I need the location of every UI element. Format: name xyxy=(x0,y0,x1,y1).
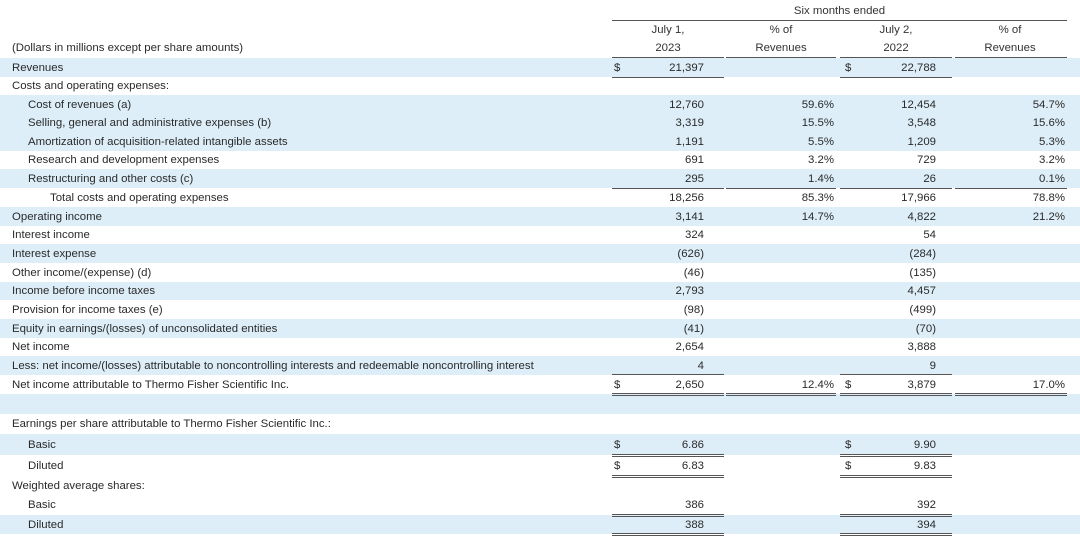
currency-sign-2022: $ xyxy=(845,460,852,472)
eps-diluted-double-rule-2023 xyxy=(612,475,724,478)
pct-revenue-2023: 3.2% xyxy=(808,154,834,166)
table-row xyxy=(0,77,1080,95)
table-row xyxy=(0,151,1080,169)
value-2022: 394 xyxy=(916,519,936,531)
value-2022: 4,822 xyxy=(907,211,936,223)
value-2023: 21,397 xyxy=(669,62,704,74)
net-income-double-rule-2022 xyxy=(840,393,952,396)
eps-basic-double-rule-2022 xyxy=(840,454,952,457)
value-2022: 392 xyxy=(916,499,936,511)
period-title-rule xyxy=(612,20,1067,21)
table-row xyxy=(0,495,1080,515)
value-2023: 388 xyxy=(684,519,704,531)
shares-basic-double-rule-2023 xyxy=(612,514,724,517)
table-row xyxy=(0,207,1080,226)
value-2023: 6.83 xyxy=(681,460,704,472)
value-2023: 12,760 xyxy=(669,99,704,111)
row-label: Interest income xyxy=(12,229,90,241)
row-label: Selling, general and administrative expenses (b) xyxy=(28,117,272,129)
revenues-rule-2022 xyxy=(840,77,952,78)
row-label: Income before income taxes xyxy=(12,285,156,297)
row-label: Basic xyxy=(28,439,56,451)
table-row xyxy=(0,319,1080,338)
value-2022: 4,457 xyxy=(907,285,936,297)
shares-diluted-double-rule-2023 xyxy=(612,533,724,536)
total-costs-rule-2023 xyxy=(612,188,724,189)
value-2023: 324 xyxy=(684,229,704,241)
col-2023-year: 2023 xyxy=(655,42,681,54)
currency-sign-2022: $ xyxy=(845,439,852,451)
value-2023: 2,650 xyxy=(675,379,704,391)
value-2022: 9.90 xyxy=(913,439,936,451)
row-label: Amortization of acquisition-related intangible assets xyxy=(28,136,288,148)
col-2022-year: 2022 xyxy=(883,42,909,54)
row-label: Equity in earnings/(losses) of unconsolidated entities xyxy=(12,323,278,335)
currency-sign-2022: $ xyxy=(845,379,852,391)
value-2023: (626) xyxy=(677,248,704,260)
row-label: Diluted xyxy=(28,460,64,472)
value-2022: 9 xyxy=(929,360,936,372)
row-label: Restructuring and other costs (c) xyxy=(28,173,194,185)
row-label: Diluted xyxy=(28,519,64,531)
row-label: Net income attributable to Thermo Fisher Scientific Inc. xyxy=(12,379,290,391)
row-label: Earnings per share attributable to Thermo Fisher Scientific Inc.: xyxy=(12,418,331,430)
table-row xyxy=(0,476,1080,495)
table-row xyxy=(0,414,1080,434)
value-2022: (284) xyxy=(909,248,936,260)
value-2023: 6.86 xyxy=(681,439,704,451)
pct-revenue-2022: 21.2% xyxy=(1032,211,1065,223)
currency-sign-2023: $ xyxy=(614,439,621,451)
value-2023: 2,793 xyxy=(675,285,704,297)
value-2023: 3,141 xyxy=(675,211,704,223)
table-row xyxy=(0,169,1080,188)
row-label: Net income xyxy=(12,341,70,353)
table-row xyxy=(0,300,1080,319)
value-2022: 17,966 xyxy=(901,192,936,204)
table-row xyxy=(0,375,1080,394)
revenues-rule-2023 xyxy=(612,77,724,78)
value-2022: 54 xyxy=(923,229,936,241)
value-2022: 12,454 xyxy=(901,99,936,111)
pct-revenue-2022: 17.0% xyxy=(1032,379,1065,391)
pct-revenue-2022: 54.7% xyxy=(1032,99,1065,111)
units-note: (Dollars in millions except per share amounts) xyxy=(12,42,244,54)
value-2022: 3,888 xyxy=(907,341,936,353)
col-2023-pct-line2: Revenues xyxy=(755,42,807,54)
table-row xyxy=(0,132,1080,151)
currency-sign-2023: $ xyxy=(614,62,621,74)
value-2022: 9.83 xyxy=(913,460,936,472)
table-row xyxy=(0,95,1080,114)
pct-revenue-2023: 59.6% xyxy=(801,99,834,111)
value-2022: (499) xyxy=(909,304,936,316)
value-2022: 3,879 xyxy=(907,379,936,391)
row-label: Weighted average shares: xyxy=(12,480,145,492)
pct-revenue-2022: 15.6% xyxy=(1032,117,1065,129)
col-2022-date: July 2, xyxy=(879,24,913,36)
row-label: Revenues xyxy=(12,62,64,74)
value-2022: (135) xyxy=(909,267,936,279)
row-label: Total costs and operating expenses xyxy=(50,192,229,204)
table-row xyxy=(0,114,1080,132)
value-2023: 691 xyxy=(684,154,704,166)
row-label: Other income/(expense) (d) xyxy=(12,267,152,279)
table-row xyxy=(0,263,1080,282)
value-2022: 22,788 xyxy=(901,62,936,74)
total-costs-pct-rule-2023 xyxy=(726,188,836,189)
pct-revenue-2023: 12.4% xyxy=(801,379,834,391)
row-label: Costs and operating expenses: xyxy=(12,80,170,92)
pct-revenue-2023: 1.4% xyxy=(808,173,834,185)
net-income-pct-double-rule-2023 xyxy=(726,393,836,396)
value-2023: 3,319 xyxy=(675,117,704,129)
currency-sign-2023: $ xyxy=(614,379,621,391)
value-2023: 386 xyxy=(684,499,704,511)
value-2023: 2,654 xyxy=(675,341,704,353)
pct-revenue-2022: 5.3% xyxy=(1039,136,1065,148)
table-row xyxy=(0,356,1080,375)
total-costs-rule-2022 xyxy=(840,188,952,189)
eps-basic-double-rule-2023 xyxy=(612,454,724,457)
pct-revenue-2023: 85.3% xyxy=(801,192,834,204)
row-label: Interest expense xyxy=(12,248,97,260)
eps-diluted-double-rule-2022 xyxy=(840,475,952,478)
table-row xyxy=(0,282,1080,300)
nci-rule-2023 xyxy=(612,374,724,375)
value-2023: 1,191 xyxy=(675,136,704,148)
value-2023: (41) xyxy=(683,323,704,335)
currency-sign-2023: $ xyxy=(614,460,621,472)
value-2023: 4 xyxy=(697,360,704,372)
value-2023: (98) xyxy=(683,304,704,316)
row-label: Cost of revenues (a) xyxy=(28,99,132,111)
pct-revenue-2022: 3.2% xyxy=(1039,154,1065,166)
row-label: Operating income xyxy=(12,211,102,223)
pct-revenue-2023: 14.7% xyxy=(801,211,834,223)
row-label: Less: net income/(losses) attributable to noncontrolling interests and redeemable noncontrolling interest xyxy=(12,360,534,372)
value-2022: 1,209 xyxy=(907,136,936,148)
shares-diluted-double-rule-2022 xyxy=(840,533,952,536)
col-2022-pct-line2: Revenues xyxy=(984,42,1036,54)
shares-basic-double-rule-2022 xyxy=(840,514,952,517)
row-label: Basic xyxy=(28,499,56,511)
nci-rule-2022 xyxy=(840,374,952,375)
table-row xyxy=(0,188,1080,207)
col-2023-date: July 1, xyxy=(651,24,685,36)
value-2023: (46) xyxy=(683,267,704,279)
table-row xyxy=(0,515,1080,534)
net-income-pct-double-rule-2022 xyxy=(955,393,1067,396)
table-row xyxy=(0,455,1080,476)
pct-revenue-2023: 5.5% xyxy=(808,136,834,148)
table-row xyxy=(0,58,1080,77)
net-income-double-rule-2023 xyxy=(612,393,724,396)
value-2022: 3,548 xyxy=(907,117,936,129)
period-title: Six months ended xyxy=(793,5,886,17)
value-2023: 295 xyxy=(684,173,704,185)
value-2023: 18,256 xyxy=(669,192,704,204)
pct-revenue-2023: 15.5% xyxy=(801,117,834,129)
row-label: Provision for income taxes (e) xyxy=(12,304,163,316)
col-2022-pct-line1: % of xyxy=(998,24,1022,36)
col-2023-pct-line1: % of xyxy=(769,24,793,36)
total-costs-pct-rule-2022 xyxy=(955,188,1067,189)
currency-sign-2022: $ xyxy=(845,62,852,74)
table-row xyxy=(0,338,1080,356)
table-row xyxy=(0,226,1080,244)
row-label: Research and development expenses xyxy=(28,154,220,166)
value-2022: (70) xyxy=(915,323,936,335)
table-row xyxy=(0,394,1080,414)
table-row xyxy=(0,434,1080,455)
pct-revenue-2022: 0.1% xyxy=(1039,173,1065,185)
table-row xyxy=(0,244,1080,263)
value-2022: 729 xyxy=(916,154,936,166)
value-2022: 26 xyxy=(923,173,936,185)
pct-revenue-2022: 78.8% xyxy=(1032,192,1065,204)
